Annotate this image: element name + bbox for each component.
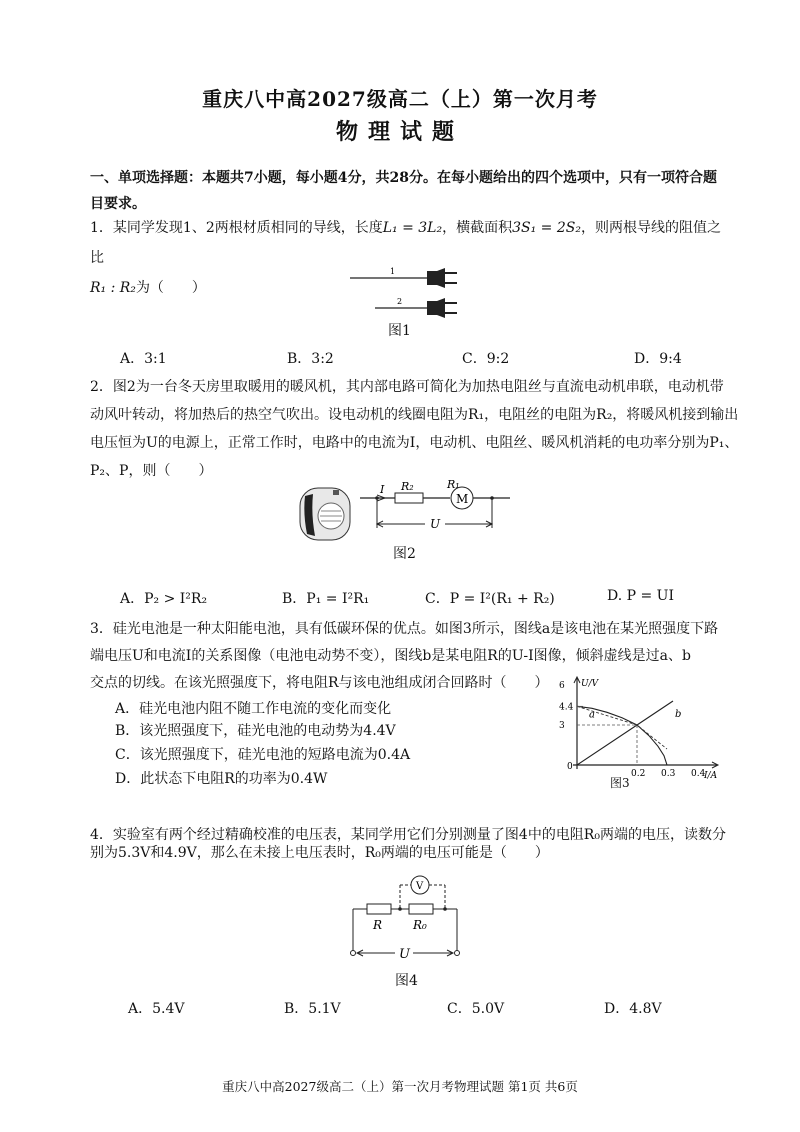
q3-line: 3．硅光电池是一种太阳能电池，具有低碳环保的优点。如图3所示，图线a是该电池在某光照强度下路 xyxy=(90,621,719,637)
figure-2-circuit xyxy=(295,478,520,548)
r1-label: R₁ xyxy=(447,478,460,491)
q2-option-b[interactable]: B．P₁ = I²R₁ xyxy=(282,591,370,607)
q3-line: 端电压U和电流I的关系图像（电池电动势不变），图线b是某电阻R的U-I图像，倾斜虚线是过a、b xyxy=(90,648,691,664)
figure-4-circuit xyxy=(345,873,465,968)
y-tick-label: 3 xyxy=(559,721,565,731)
figure-2-caption: 图2 xyxy=(393,546,416,562)
voltage-label: U xyxy=(430,517,441,531)
q3-line: 交点的切线。在该光照强度下，将电阻R与该电池组成闭合回路时（ ） xyxy=(90,675,549,691)
q2-option-d[interactable]: D. P = UI xyxy=(607,588,675,604)
x-tick-label: 0.3 xyxy=(661,769,676,779)
x-tick-label: 0.2 xyxy=(631,769,646,779)
figure-1-caption: 图1 xyxy=(388,323,411,339)
q1-option-d[interactable]: D．9:4 xyxy=(634,351,682,367)
q1-stem-part: 1．某同学发现1、2两根材质相同的导线，长度 xyxy=(90,220,383,236)
q3-option-d[interactable]: D．此状态下电阻R的功率为0.4W xyxy=(115,771,328,787)
question-4-line-2: 别为5.3V和4.9V，那么在未接上电压表时，R₀两端的电压可能是（ ） xyxy=(90,845,549,861)
y-tick-label: 4.4 xyxy=(559,702,574,713)
y-tick-label: 6 xyxy=(559,681,565,691)
figure-4-caption: 图4 xyxy=(395,973,418,989)
x-tick-label: 0.4 xyxy=(691,769,706,779)
q2-option-c[interactable]: C．P = I²(R₁ + R₂) xyxy=(425,591,555,607)
q1-ratio-expr: R₁ : R₂ xyxy=(90,280,136,296)
figure-3-caption: 图3 xyxy=(610,776,630,790)
q1-stem-part: ，则两根导线的阻值之比 xyxy=(90,220,721,266)
resistor-r xyxy=(367,904,391,914)
q2-line: 2．图2为一台冬天房里取暖用的暖风机，其内部电路可简化为加热电阻丝与直流电动机串联，电动机带 xyxy=(90,379,724,395)
r0-label: R₀ xyxy=(413,918,427,932)
series-a-label: a xyxy=(589,709,595,721)
q3-option-b[interactable]: B．该光照强度下，硅光电池的电动势为4.4V xyxy=(115,723,396,739)
q4-option-c[interactable]: C．5.0V xyxy=(447,1001,505,1017)
motor-label: M xyxy=(456,492,469,506)
resistor-r0 xyxy=(409,904,433,914)
question-4-line-1: 4．实验室有两个经过精确校准的电压表，某同学用它们分别测量了图4中的电阻R₀两端的电压，读数分 xyxy=(90,827,726,843)
q2-line: P₂、P，则（ ） xyxy=(90,463,213,479)
q1-option-c[interactable]: C．9:2 xyxy=(462,351,510,367)
q2-line: 电压恒为U的电源上，正常工作时，电路中的电流为I，电动机、电阻丝、暖风机消耗的电功率分别为P₁、 xyxy=(90,435,739,451)
q4-option-d[interactable]: D．4.8V xyxy=(604,1001,662,1017)
q1-area-expr: 3S₁ = 2S₂ xyxy=(512,220,581,236)
wire-1-label: 1 xyxy=(390,267,396,276)
q1-option-a[interactable]: A．3:1 xyxy=(120,351,167,367)
q1-length-expr: L₁ = 3L₂ xyxy=(382,220,443,236)
exam-title: 重庆八中高2027级高二（上）第一次月考 xyxy=(202,87,598,111)
q4-option-a[interactable]: A．5.4V xyxy=(128,1001,185,1017)
resistor-r2 xyxy=(395,493,423,503)
q2-option-a[interactable]: A．P₂ > I²R₂ xyxy=(120,591,208,607)
voltmeter-label: V xyxy=(416,881,424,892)
u-label: U xyxy=(399,947,410,962)
heater-icon xyxy=(300,488,350,540)
question-2-stem xyxy=(90,373,740,485)
y-axis-label: U/V xyxy=(581,679,599,689)
q3-option-c[interactable]: C．该光照强度下，硅光电池的短路电流为0.4A xyxy=(115,747,411,763)
origin-label: 0 xyxy=(567,762,573,772)
wire-2-label: 2 xyxy=(397,297,403,306)
figure-3-chart xyxy=(555,672,725,790)
series-b-label: b xyxy=(675,709,682,720)
q1-stem-part: 为（ ） xyxy=(135,280,206,296)
current-label: I xyxy=(380,483,385,496)
q3-option-a[interactable]: A．硅光电池内阻不随工作电流的变化而变化 xyxy=(115,701,392,717)
q1-option-b[interactable]: B．3:2 xyxy=(287,351,334,367)
q2-line: 动风叶转动，将加热后的热空气吹出。设电动机的线圈电阻为R₁，电阻丝的电阻为R₂，将暖风机接到输出 xyxy=(90,407,739,423)
r-label: R xyxy=(373,918,383,932)
q4-option-b[interactable]: B．5.1V xyxy=(284,1001,341,1017)
r2-label: R₂ xyxy=(401,480,414,493)
q1-stem-part: ，横截面积 xyxy=(442,220,513,236)
section-heading: 一、单项选择题：本题共7小题，每小题4分，共28分。在每小题给出的四个选项中，只有一项符合题目要求。 xyxy=(90,170,717,212)
subject-title: 物理试题 xyxy=(335,119,464,145)
page-footer: 重庆八中高2027级高二（上）第一次月考物理试题 第1页 共6页 xyxy=(222,1079,578,1094)
x-axis-label: I/A xyxy=(704,771,718,781)
